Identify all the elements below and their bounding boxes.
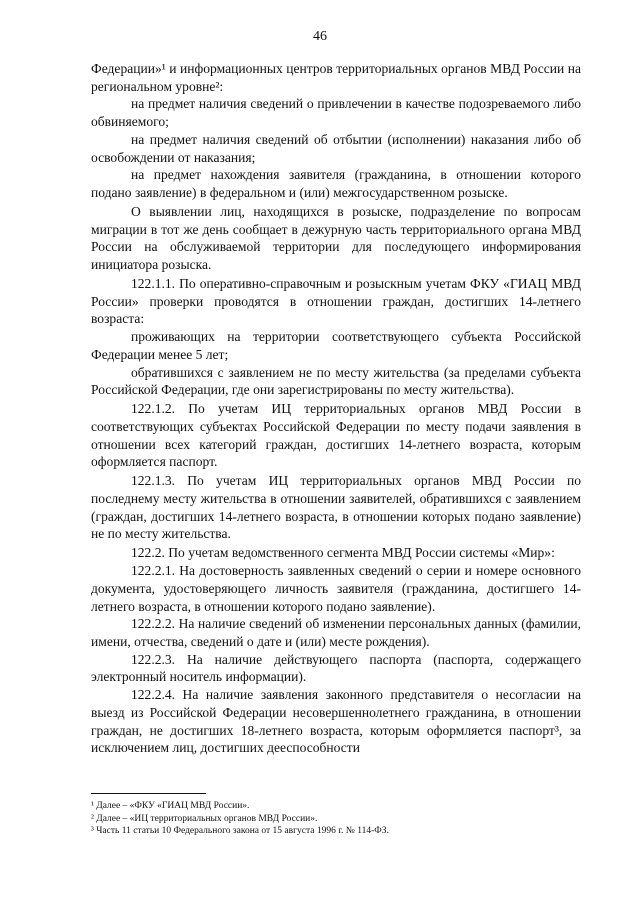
paragraph: на предмет наличия сведений об отбытии (исполнении) наказания либо об освобождении от наказания; [91, 131, 581, 165]
paragraph: 122.1.2. По учетам ИЦ территориальных органов МВД России в соответствующих субъектах Российской Федерации по месту подачи заявления в отношении всех категорий граждан, достигших 14-летнего возраста, которым оформляется паспорт. [91, 401, 581, 470]
paragraph: 122.1.1. По оперативно-справочным и розыскным учетам ФКУ «ГИАЦ МВД России» проверки проводятся в отношении граждан, достигших 14-летнего возраста: [91, 276, 581, 327]
paragraph: 122.2.1. На достоверность заявленных сведений о серии и номере основного документа, удостоверяющего личность заявителя (гражданина, достигшего 14-летнего возраста, в отношении которого подано заявление). [91, 563, 581, 614]
paragraph: проживающих на территории соответствующего субъекта Российской Федерации менее 5 лет; [91, 329, 581, 362]
footnote-separator [91, 793, 206, 794]
paragraph: 122.2.3. На наличие действующего паспорта (паспорта, содержащего электронный носитель информации). [91, 651, 581, 685]
footnote: ³ Часть 11 статьи 10 Федерального закона от 15 августа 1996 г. № 114-ФЗ. [91, 826, 389, 836]
paragraph: 122.2.2. На наличие сведений об изменении персональных данных (фамилии, имени, отчества, сведений о дате и (или) месте рождения). [91, 616, 581, 649]
page-number: 46 [313, 29, 327, 44]
paragraph: обратившихся с заявлением не по месту жительства (за пределами субъекта Российской Федерации, где они зарегистрированы по месту жительства). [91, 364, 581, 398]
footnote: ¹ Далее – «ФКУ «ГИАЦ МВД России». [91, 801, 250, 811]
footnote: ² Далее – «ИЦ территориальных органов МВД России». [91, 813, 318, 824]
paragraph: 122.2. По учетам ведомственного сегмента МВД России системы «Мир»: [131, 545, 555, 561]
paragraph: на предмет наличия сведений о привлечении в качестве подозреваемого либо обвиняемого; [91, 96, 581, 130]
footnotes [91, 793, 581, 838]
paragraph: 122.2.4. На наличие заявления законного представителя о несогласии на выезд из Российской Федерации несовершеннолетнего гражданина, в отношении граждан, не достигших 18-летнего возраста, которым оформляется паспорт³, за исключением лиц, достигших дееспособности [91, 687, 581, 756]
paragraph: 122.1.3. По учетам ИЦ территориальных органов МВД России по последнему месту жительства в отношении заявителей, обратившихся с заявлением (граждан, достигших 14-летнего возраста, в отношении которых подано заявление) не по месту жительства. [91, 473, 581, 542]
paragraph: О выявлении лиц, находящихся в розыске, подразделение по вопросам миграции в тот же день сообщает в дежурную часть территориального органа МВД России на обслуживаемой территории для последующего информирования инициатора розыска. [91, 203, 581, 273]
paragraph: на предмет нахождения заявителя (гражданина, в отношении которого подано заявление) в федеральном и (или) межгосударственном розыске. [91, 167, 581, 200]
document-body [91, 60, 581, 757]
paragraph: Федерации»¹ и информационных центров территориальных органов МВД России на региональном уровне²: [91, 61, 581, 94]
